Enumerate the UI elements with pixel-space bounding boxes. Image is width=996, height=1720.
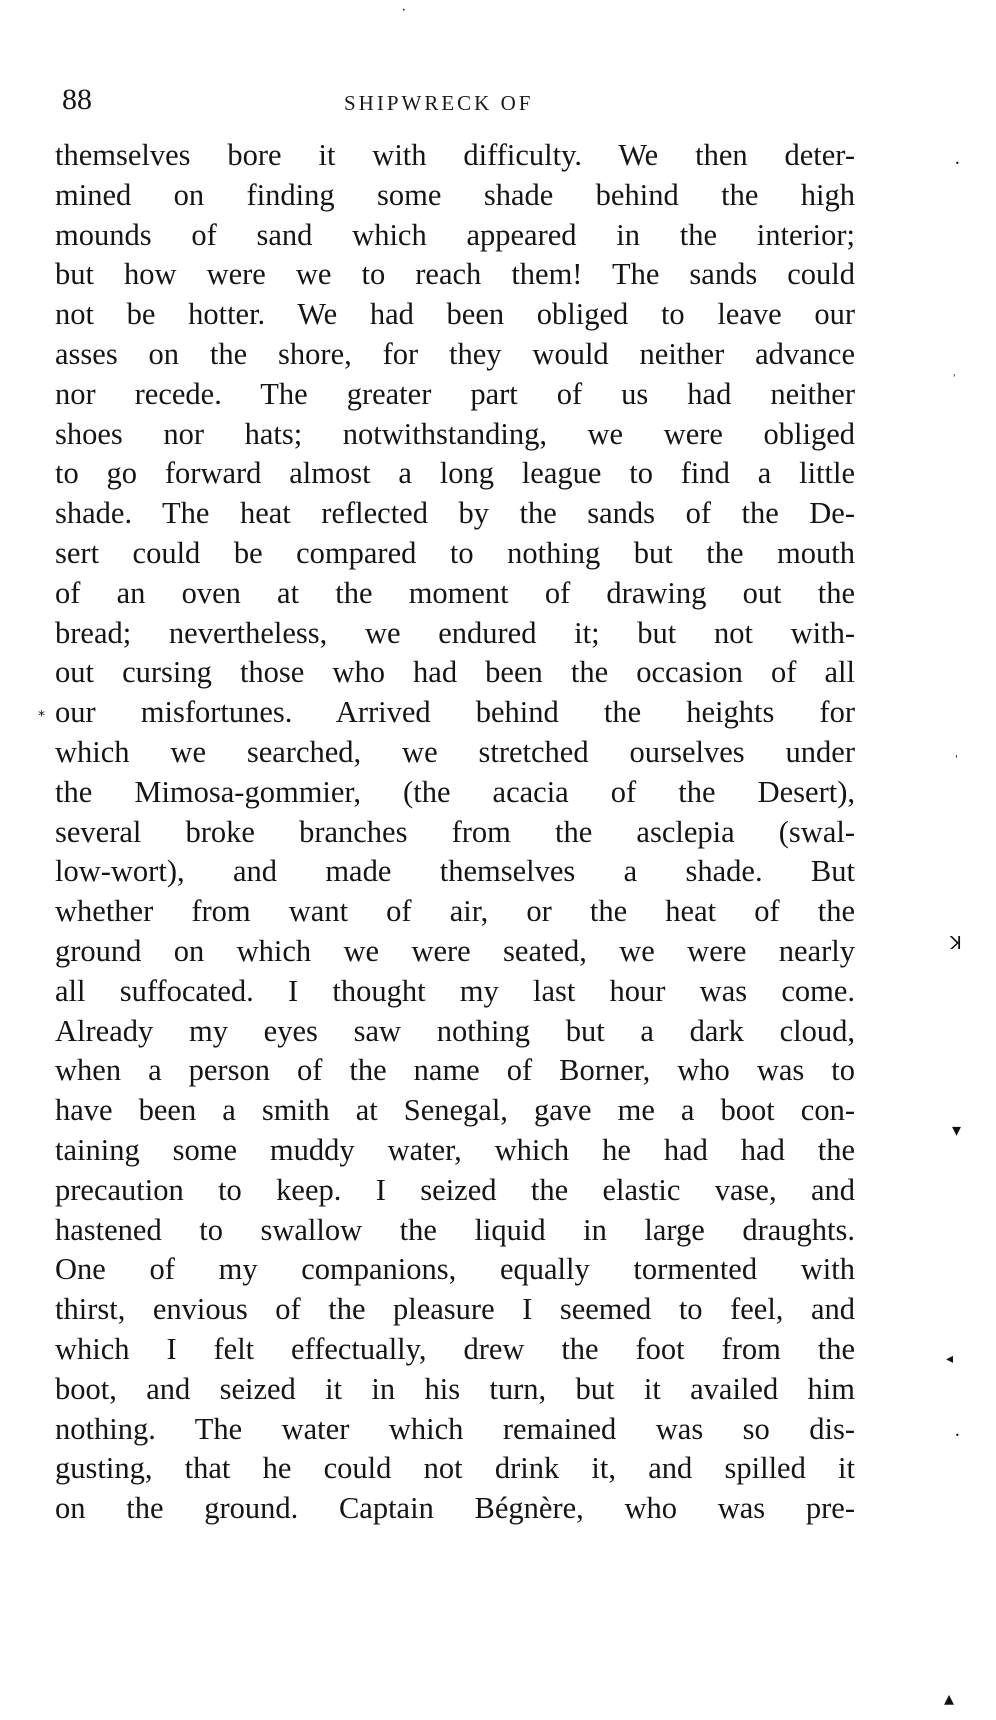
text-line: nothing. The water which remained was so dis- [55,1411,855,1446]
scan-speck: ▴ [944,1686,955,1710]
text-line: asses on the shore, for they would neither advance [55,336,855,371]
text-line: mined on finding some shade behind the high [55,177,855,212]
text-line: to go forward almost a long league to find a little [55,456,855,491]
text-line: hastened to swallow the liquid in large draughts. [55,1212,855,1247]
text-line: which I felt effectually, drew the foot from the [55,1331,855,1366]
text-line: out cursing those who had been the occasion of all [55,655,855,690]
text-line: of an oven at the moment of drawing out the [55,575,855,610]
text-line: when a person of the name of Borner, who was to [55,1053,855,1088]
text-line: sert could be compared to nothing but the mouth [55,535,855,570]
text-line: precaution to keep. I seized the elastic vase, and [55,1172,855,1207]
text-line: not be hotter. We had been obliged to leave our [55,297,855,332]
scan-speck: ˒ [953,371,957,382]
scan-speck: ◂ [946,1351,954,1367]
text-line: thirst, envious of the pleasure I seemed to feel, and [55,1292,855,1327]
text-line: nor recede. The greater part of us had neither [55,376,855,411]
text-line: have been a smith at Senegal, gave me a boot con- [55,1093,855,1128]
page-header [62,82,622,126]
text-line: ground on which we were seated, we were nearly [55,933,855,968]
text-line: low-wort), and made themselves a shade. But [55,854,855,889]
page-number: 88 [62,83,92,116]
text-line: whether from want of air, or the heat of the [55,894,855,929]
scan-speck: ⁎ [38,704,45,720]
text-line: boot, and seized it in his turn, but it availed him [55,1371,855,1406]
text-line: shoes nor hats; notwithstanding, we were obliged [55,416,855,451]
text-line: all suffocated. I thought my last hour was come. [55,973,855,1008]
scan-speck: • [955,159,960,168]
text-line: but how were we to reach them! The sands could [55,257,855,292]
scan-speck: ꓘ [950,933,962,954]
text-line: bread; nevertheless, we endured it; but not with- [55,615,855,650]
text-line: One of my companions, equally tormented with [55,1252,855,1287]
text-line: shade. The heat reflected by the sands of the De- [55,496,855,531]
running-head: SHIPWRECK OF [344,91,534,115]
text-line: several broke branches from the asclepia (swal- [55,814,855,849]
scan-speck: • [955,1431,960,1440]
text-line: gusting, that he could not drink it, and spilled it [55,1451,855,1486]
text-line: the Mimosa-gommier, (the acacia of the Desert), [55,774,855,809]
text-line: on the ground. Captain Bégnère, who was pre- [55,1491,855,1526]
text-line: mounds of sand which appeared in the interior; [55,217,855,252]
scan-speck: • [402,7,406,14]
text-line: our misfortunes. Arrived behind the heights for [55,695,855,730]
body-text [55,136,855,1529]
text-line: which we searched, we stretched ourselves under [55,734,855,769]
scan-speck: ▾ [952,1120,962,1141]
text-line: Already my eyes saw nothing but a dark cloud, [55,1013,855,1048]
text-line: taining some muddy water, which he had had the [55,1132,855,1167]
scan-speck: ' [955,754,958,765]
text-line: themselves bore it with difficulty. We then deter- [55,138,855,172]
